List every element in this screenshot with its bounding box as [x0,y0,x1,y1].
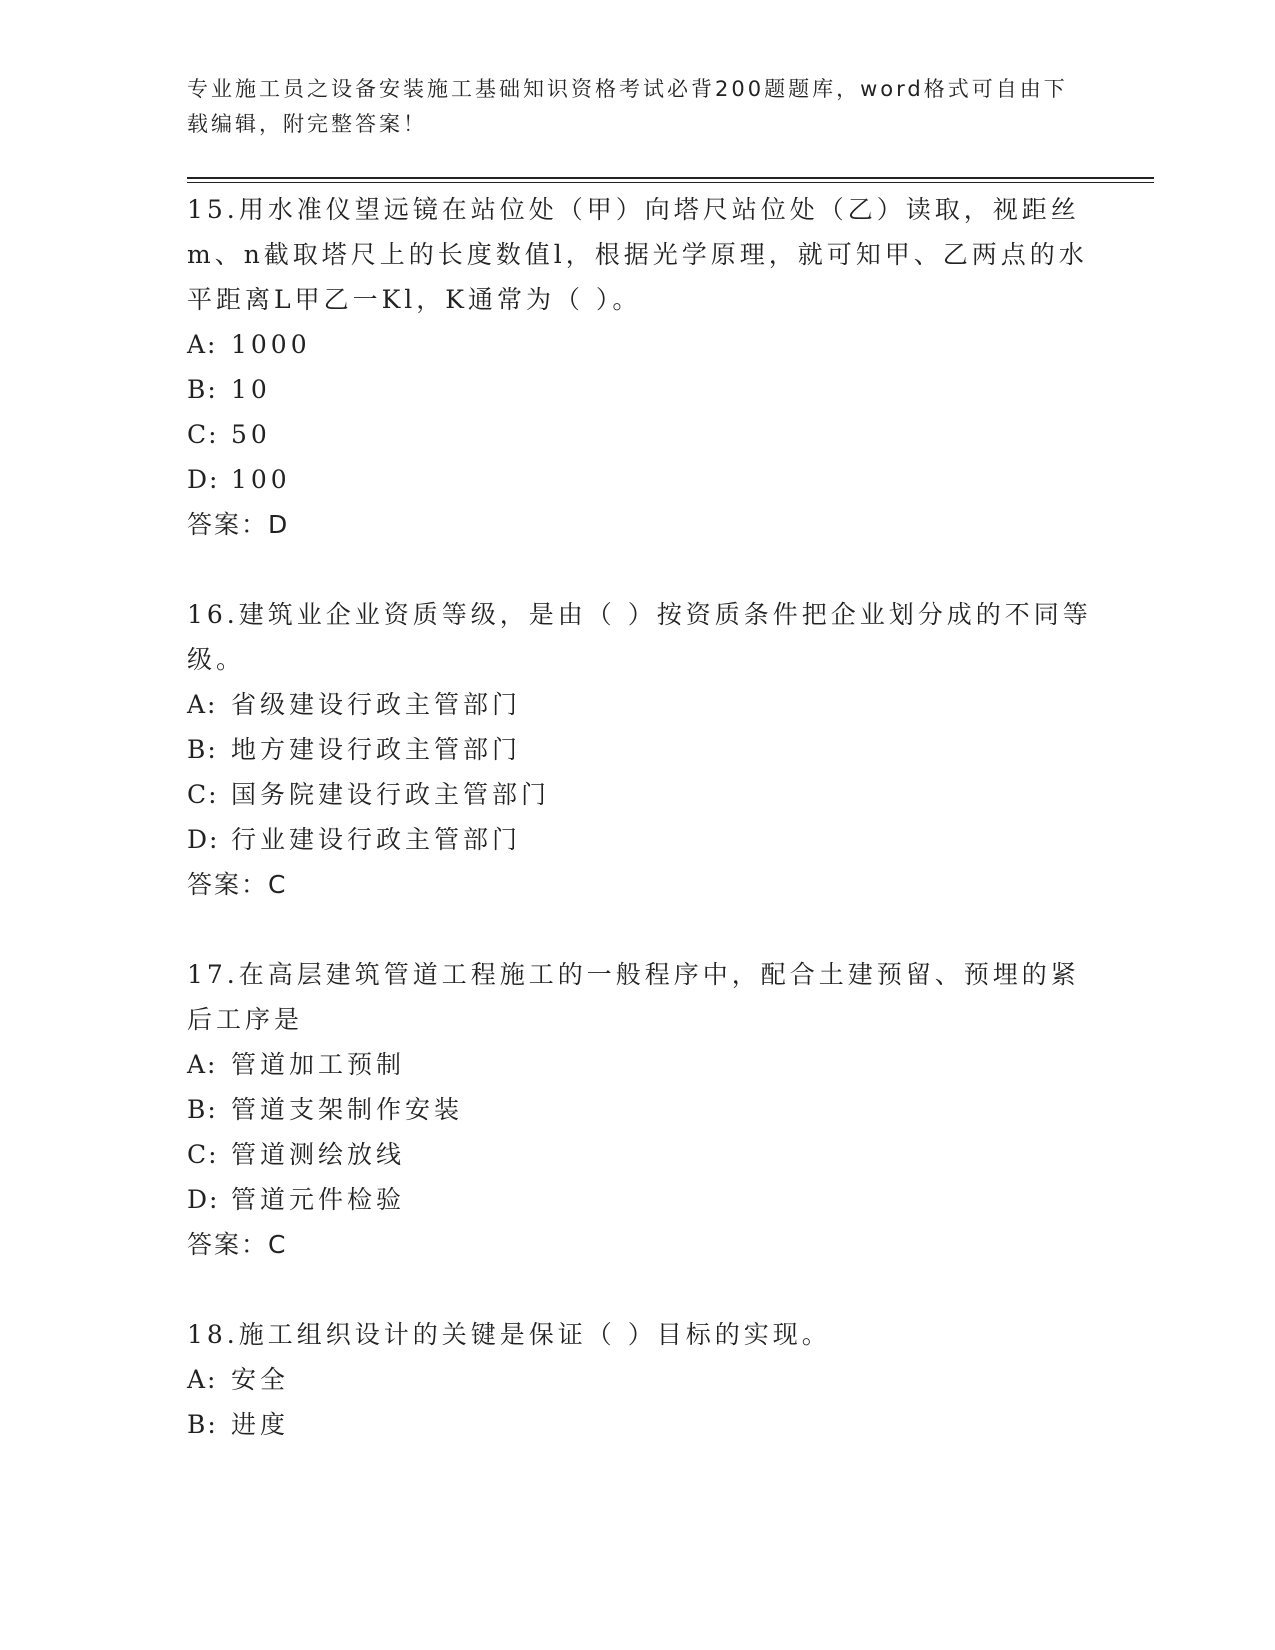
option-letter: A: [187,690,218,719]
question-16 [187,592,1107,907]
option-letter: B: [187,735,218,764]
header-rule-thin [187,182,1154,183]
question-text: 17.在高层建筑管道工程施工的一般程序中，配合土建预留、预埋的紧后工序是 [187,960,1080,1034]
option-letter: B: [187,375,218,404]
option-letter: C: [187,420,219,449]
question-18 [187,1312,1107,1447]
option-c [187,1132,1107,1177]
question-list [187,187,1107,1492]
option-text: 国务院建设行政主管部门 [231,780,551,809]
question-text: 18.施工组织设计的关键是保证（ ）目标的实现。 [187,1320,831,1349]
option-c [187,772,1107,817]
option-letter: A: [187,1050,218,1079]
option-text: 管道测绘放线 [231,1140,406,1169]
option-a [187,1042,1107,1087]
option-letter: C: [187,780,219,809]
option-b [187,1087,1107,1132]
option-text: 进度 [231,1410,290,1439]
answer-line: 答案：C [187,870,288,899]
question-text: 15.用水准仪望远镜在站位处（甲）向塔尺站位处（乙）读取，视距丝m、n截取塔尺上的长度数值l，根据光学原理，就可知甲、乙两点的水平距离L甲乙一Kl，K通常为（ ）。 [187,195,1088,314]
option-letter: A: [187,330,218,359]
answer-line: 答案：D [187,510,290,539]
option-text: 100 [231,465,291,494]
option-letter: D: [187,825,220,854]
question-15 [187,187,1107,547]
option-text: 10 [231,375,271,404]
option-d [187,817,1107,862]
option-letter: B: [187,1095,218,1124]
answer-line: 答案：C [187,1230,288,1259]
option-b [187,367,1107,412]
option-letter: B: [187,1410,218,1439]
option-text: 行业建设行政主管部门 [231,825,522,854]
option-text: 1000 [231,330,311,359]
option-b [187,1402,1107,1447]
question-text: 16.建筑业企业资质等级，是由（ ）按资质条件把企业划分成的不同等级。 [187,600,1092,674]
option-letter: A: [187,1365,218,1394]
option-b [187,727,1107,772]
option-text: 省级建设行政主管部门 [231,690,522,719]
option-a [187,682,1107,727]
option-text: 安全 [231,1365,290,1394]
option-text: 地方建设行政主管部门 [231,735,522,764]
option-text: 管道元件检验 [231,1185,406,1214]
option-letter: D: [187,465,220,494]
option-letter: C: [187,1140,219,1169]
option-c [187,412,1107,457]
header-rule-thick [187,177,1154,179]
option-d [187,1177,1107,1222]
option-text: 管道加工预制 [231,1050,406,1079]
option-a [187,1357,1107,1402]
option-text: 管道支架制作安装 [231,1095,464,1124]
option-d [187,457,1107,502]
question-17 [187,952,1107,1267]
option-letter: D: [187,1185,220,1214]
document-header: 专业施工员之设备安装施工基础知识资格考试必背200题题库，word格式可自由下载编辑，附完整答案！ [187,77,1068,136]
option-text: 50 [231,420,271,449]
option-a [187,322,1107,367]
